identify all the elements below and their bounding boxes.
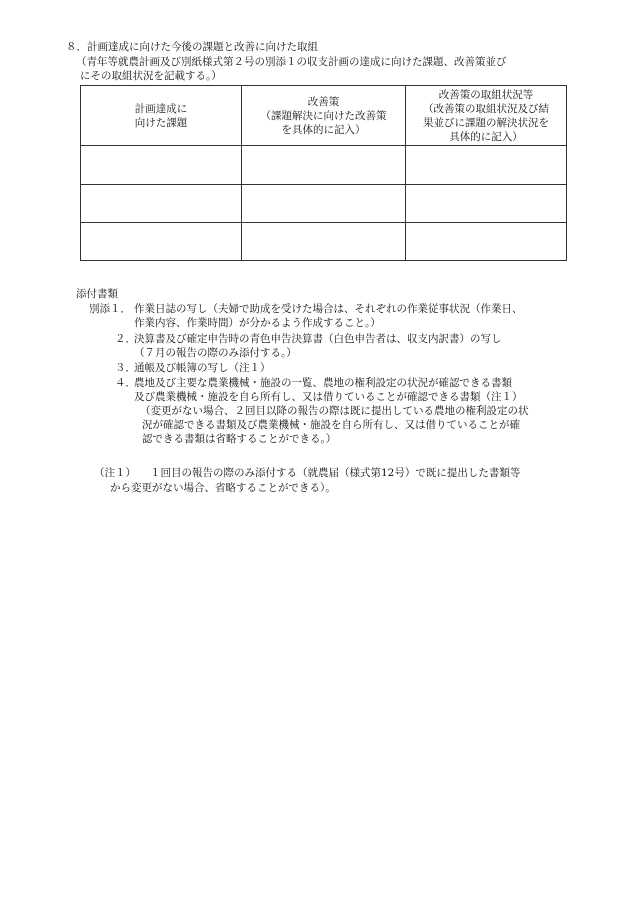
table-cell[interactable] <box>81 146 242 184</box>
attachment-item-1-line-2: 作業内容、作業時間）が分かるよう作成すること。） <box>134 317 381 329</box>
section-heading: ８．計画達成に向けた今後の課題と改善に向けた取組 <box>66 41 318 53</box>
attachment-item-1-line-1: 作業日誌の写し（夫婦で助成を受けた場合は、それぞれの作業従事状況（作業日、 <box>134 303 523 315</box>
header-improvement-line-2: （課題解決に向けた改善策 <box>260 109 387 122</box>
attachment-label-3: ３． <box>115 362 136 374</box>
attachment-item-3-line-1: 通帳及び帳簿の写し（注１） <box>134 362 271 374</box>
header-improvement-line-1: 改善策 <box>307 95 340 108</box>
attachment-label-4: ４． <box>115 377 136 389</box>
attachment-item-4-line-3: （変更がない場合、２回目以降の報告の際は既に提出している農地の権利設定の状 <box>140 405 529 417</box>
footnote-label: （注１） <box>94 467 136 479</box>
table-row <box>81 146 567 184</box>
header-status <box>406 86 567 146</box>
attachment-item-2 <box>134 332 502 360</box>
attachment-label-2: ２． <box>115 333 136 345</box>
table-row <box>81 222 567 260</box>
attachment-item-4-line-2: 及び農業機械・施設を自ら所有し、又は借りていることが確認できる書類（注１） <box>134 391 523 403</box>
attachment-item-4-line-4: 況が確認できる書類及び農業機械・施設を自ら所有し、又は借りていることが確 <box>142 419 520 431</box>
attachment-item-1 <box>134 302 523 330</box>
attachment-item-2-line-1: 決算書及び確定申告時の青色申告決算書（白色申告者は、収支内訳書）の写し <box>134 333 502 345</box>
header-status-line-1: 改善策の取組状況等 <box>438 88 534 101</box>
table-cell[interactable] <box>242 146 406 184</box>
header-improvement-line-3: を具体的に記入） <box>281 123 366 136</box>
attachment-label-1: 別添１． <box>89 303 131 315</box>
attachment-item-4-line-1: 農地及び主要な農業機械・施設の一覧、農地の権利設定の状況が確認できる書類 <box>134 377 512 389</box>
attachments-heading: 添付書類 <box>76 288 118 300</box>
header-status-line-2: （改善策の取組状況及び結 <box>423 102 549 115</box>
table-cell[interactable] <box>242 222 406 260</box>
attachment-item-4 <box>134 376 529 446</box>
attachment-item-3 <box>134 361 271 375</box>
header-issues <box>81 86 242 146</box>
table-cell[interactable] <box>406 222 567 260</box>
footnote-line-2: から変更がない場合、省略することができる）。 <box>110 482 336 494</box>
table-header-row <box>81 86 567 146</box>
section-note-line-2: にその取組状況を記載する。） <box>80 70 222 82</box>
header-status-line-4: 具体的に記入） <box>449 130 523 143</box>
footnote-line-1: １回目の報告の際のみ添付する（就農届（様式第12号）で既に提出した書類等 <box>150 467 521 479</box>
section-note-line-1: （青年等就農計画及び別紙様式第２号の別添１の収支計画の達成に向けた課題、改善策並び <box>76 56 507 68</box>
header-improvement <box>242 86 406 146</box>
plan-issues-table <box>80 85 567 261</box>
header-issues-line-1: 計画達成に <box>134 102 188 115</box>
header-status-line-3: 果並びに課題の解決状況を <box>423 116 549 129</box>
table-cell[interactable] <box>81 222 242 260</box>
attachment-item-4-line-5: 認できる書類は省略することができる。） <box>142 433 337 445</box>
table-cell[interactable] <box>81 184 242 222</box>
attachment-item-2-line-2: （７月の報告の際のみ添付する。） <box>134 347 297 359</box>
table-cell[interactable] <box>406 146 567 184</box>
table-cell[interactable] <box>242 184 406 222</box>
table-row <box>81 184 567 222</box>
header-issues-line-2: 向けた課題 <box>134 116 188 129</box>
table-cell[interactable] <box>406 184 567 222</box>
